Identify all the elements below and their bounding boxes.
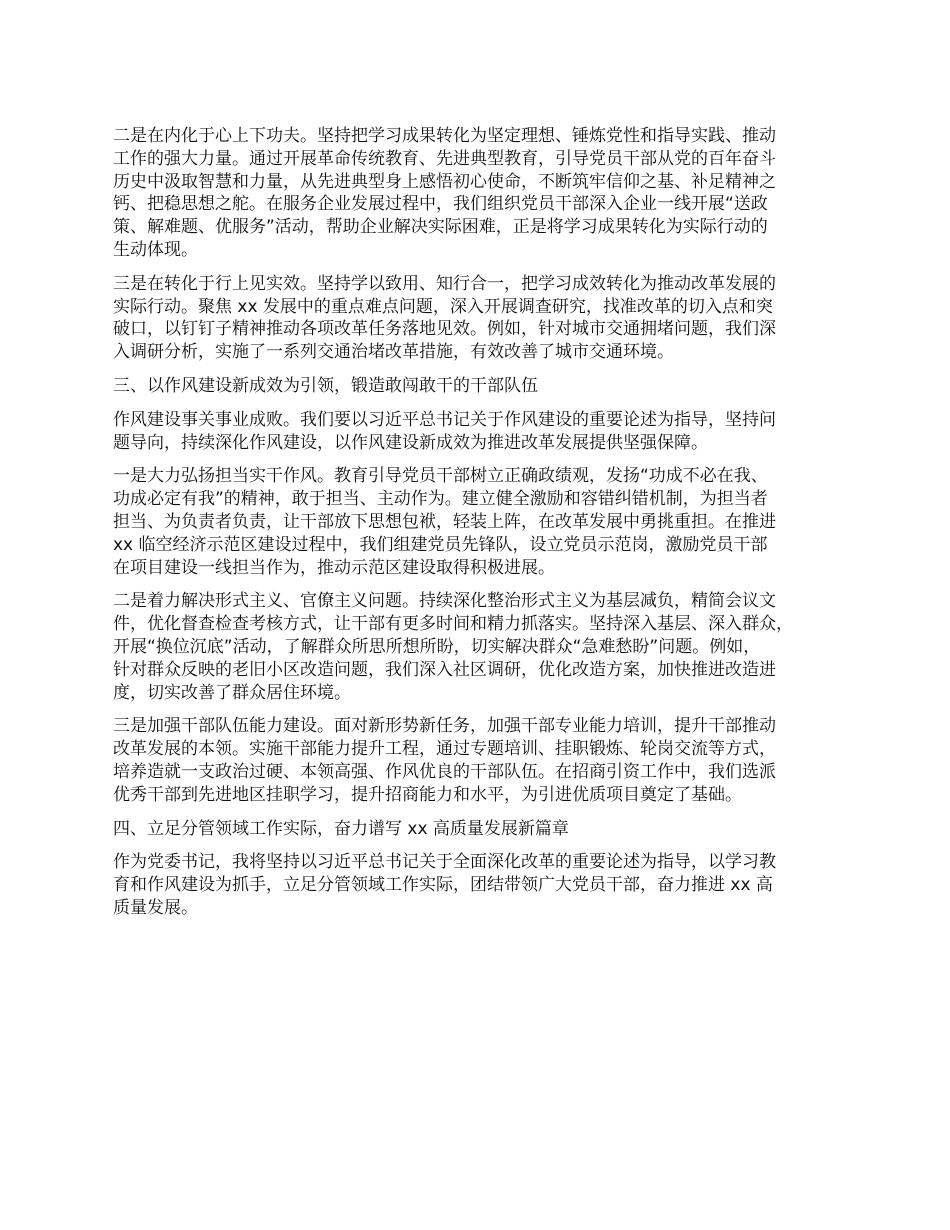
- paragraph-formalism: [113, 590, 858, 704]
- text-line: 工作的强大力量。通过开展革命传统教育、先进典型教育，引导党员干部从党的百年奋斗: [113, 148, 776, 169]
- text-line: 作风建设事关事业成败。我们要以习近平总书记关于作风建设的重要论述为指导，坚持问: [113, 409, 776, 430]
- paragraph-transform: [113, 273, 858, 364]
- text-line: 生动体现。: [113, 239, 198, 260]
- text-line: 破口，以钉钉子精神推动各项改革任务落地见效。例如，针对城市交通拥堵问题，我们深: [113, 319, 776, 340]
- text-line: 题导向，持续深化作风建设，以作风建设新成效为推进改革发展提供坚强保障。: [113, 432, 708, 453]
- section-heading-4: 四、立足分管领域工作实际，奋力谱写 xx 高质量发展新篇章: [113, 818, 569, 839]
- section-heading-3: 三、以作风建设新成效为引领，锻造敢闯敢干的干部队伍: [113, 375, 538, 396]
- text-line: 入调研分析，实施了一系列交通治堵改革措施，有效改善了城市交通环境。: [113, 342, 674, 363]
- text-line: xx 临空经济示范区建设过程中，我们组建党员先锋队，设立党员示范岗，激励党员干部: [113, 534, 768, 555]
- text-line: 在项目建设一线担当作为，推动示范区建设取得积极进展。: [113, 557, 555, 578]
- text-line: 育和作风建设为抓手，立足分管领域工作实际，团结带领广大党员干部，奋力推进 xx 高: [113, 875, 773, 896]
- text-line: 功成必定有我”的精神，敢于担当、主动作为。建立健全激励和容错纠错机制，为担当者: [113, 489, 768, 510]
- text-line: 件，优化督查检查考核方式，让干部有更多时间和精力抓落实。坚持深入基层、深入群众，: [113, 614, 793, 635]
- text-line: 二是在内化于心上下功夫。坚持把学习成果转化为坚定理想、锤炼党性和指导实践、推动: [113, 126, 776, 146]
- text-line: 培养造就一支政治过硬、本领高强、作风优良的干部队伍。在招商引资工作中，我们选派: [113, 761, 776, 782]
- text-line: 历史中汲取智慧和力量，从先进典型身上感悟初心使命，不断筑牢信仰之基、补足精神之: [113, 171, 776, 192]
- text-line: 改革发展的本领。实施干部能力提升工程，通过专题培训、挂职锻炼、轮岗交流等方式，: [113, 739, 776, 760]
- text-line: 作为党委书记，我将坚持以习近平总书记关于全面深化改革的重要论述为指导，以学习教: [113, 852, 776, 873]
- text-line: 一是大力弘扬担当实干作风。教育引导党员干部树立正确政绩观，发扬“功成不必在我、: [113, 466, 768, 487]
- text-line: 策、解难题、优服务”活动，帮助企业解决实际困难，正是将学习成果转化为实际行动的: [113, 217, 768, 238]
- paragraph-conclusion: [113, 851, 858, 919]
- document-page: [113, 125, 858, 931]
- text-line: 优秀干部到先进地区挂职学习，提升招商能力和水平，为引进优质项目奠定了基础。: [113, 784, 742, 805]
- paragraph-internalize: [113, 125, 858, 262]
- text-line: 二是着力解决形式主义、官僚主义问题。持续深化整治形式主义为基层减负，精简会议文: [113, 591, 776, 612]
- text-line: 三是在转化于行上见实效。坚持学以致用、知行合一，把学习成效转化为推动改革发展的: [113, 273, 776, 294]
- paragraph-responsibility: [113, 465, 858, 579]
- paragraph-style-intro: [113, 409, 858, 455]
- paragraph-capability: [113, 715, 858, 806]
- text-line: 针对群众反映的老旧小区改造问题，我们深入社区调研，优化改造方案，加快推进改造进: [113, 659, 776, 680]
- text-line: 实际行动。聚焦 xx 发展中的重点难点问题，深入开展调查研究，找准改革的切入点和突: [113, 296, 773, 317]
- text-line: 钙、把稳思想之舵。在服务企业发展过程中，我们组织党员干部深入企业一线开展“送政: [113, 194, 768, 215]
- text-line: 度，切实改善了群众居住环境。: [113, 682, 351, 703]
- text-line: 开展“换位沉底”活动，了解群众所思所想所盼，切实解决群众“急难愁盼”问题。例如，: [113, 636, 761, 657]
- text-line: 三是加强干部队伍能力建设。面对新形势新任务，加强干部专业能力培训，提升干部推动: [113, 716, 776, 737]
- text-line: 质量发展。: [113, 897, 198, 918]
- text-line: 担当、为负责者负责，让干部放下思想包袱，轻装上阵，在改革发展中勇挑重担。在推进: [113, 511, 776, 532]
